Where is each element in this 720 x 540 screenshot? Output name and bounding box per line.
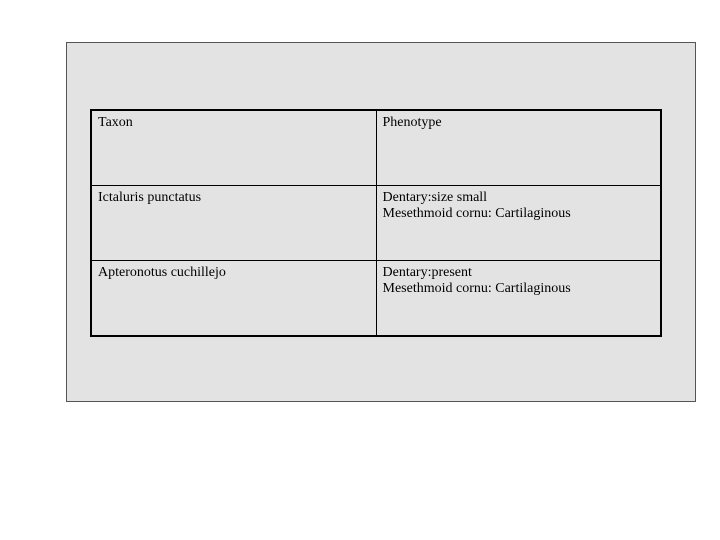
phenotype-cell bbox=[376, 261, 661, 336]
taxon-cell: Apteronotus cuchillejo bbox=[91, 261, 376, 336]
table-row bbox=[91, 261, 661, 336]
taxon-cell: Ictaluris punctatus bbox=[91, 185, 376, 260]
table-header-row bbox=[91, 110, 661, 185]
phenotype-cell bbox=[376, 185, 661, 260]
phenotype-line: Mesethmoid cornu: Cartilaginous bbox=[382, 205, 571, 221]
phenotype-line: Dentary:present bbox=[382, 265, 472, 281]
column-header-taxon: Taxon bbox=[91, 110, 376, 185]
phenotype-line: Dentary:size small bbox=[382, 189, 488, 205]
taxon-phenotype-table bbox=[90, 109, 662, 337]
column-header-phenotype: Phenotype bbox=[376, 110, 661, 185]
phenotype-line: Mesethmoid cornu: Cartilaginous bbox=[382, 281, 571, 297]
table-row bbox=[91, 185, 661, 260]
slide-panel bbox=[66, 42, 696, 402]
